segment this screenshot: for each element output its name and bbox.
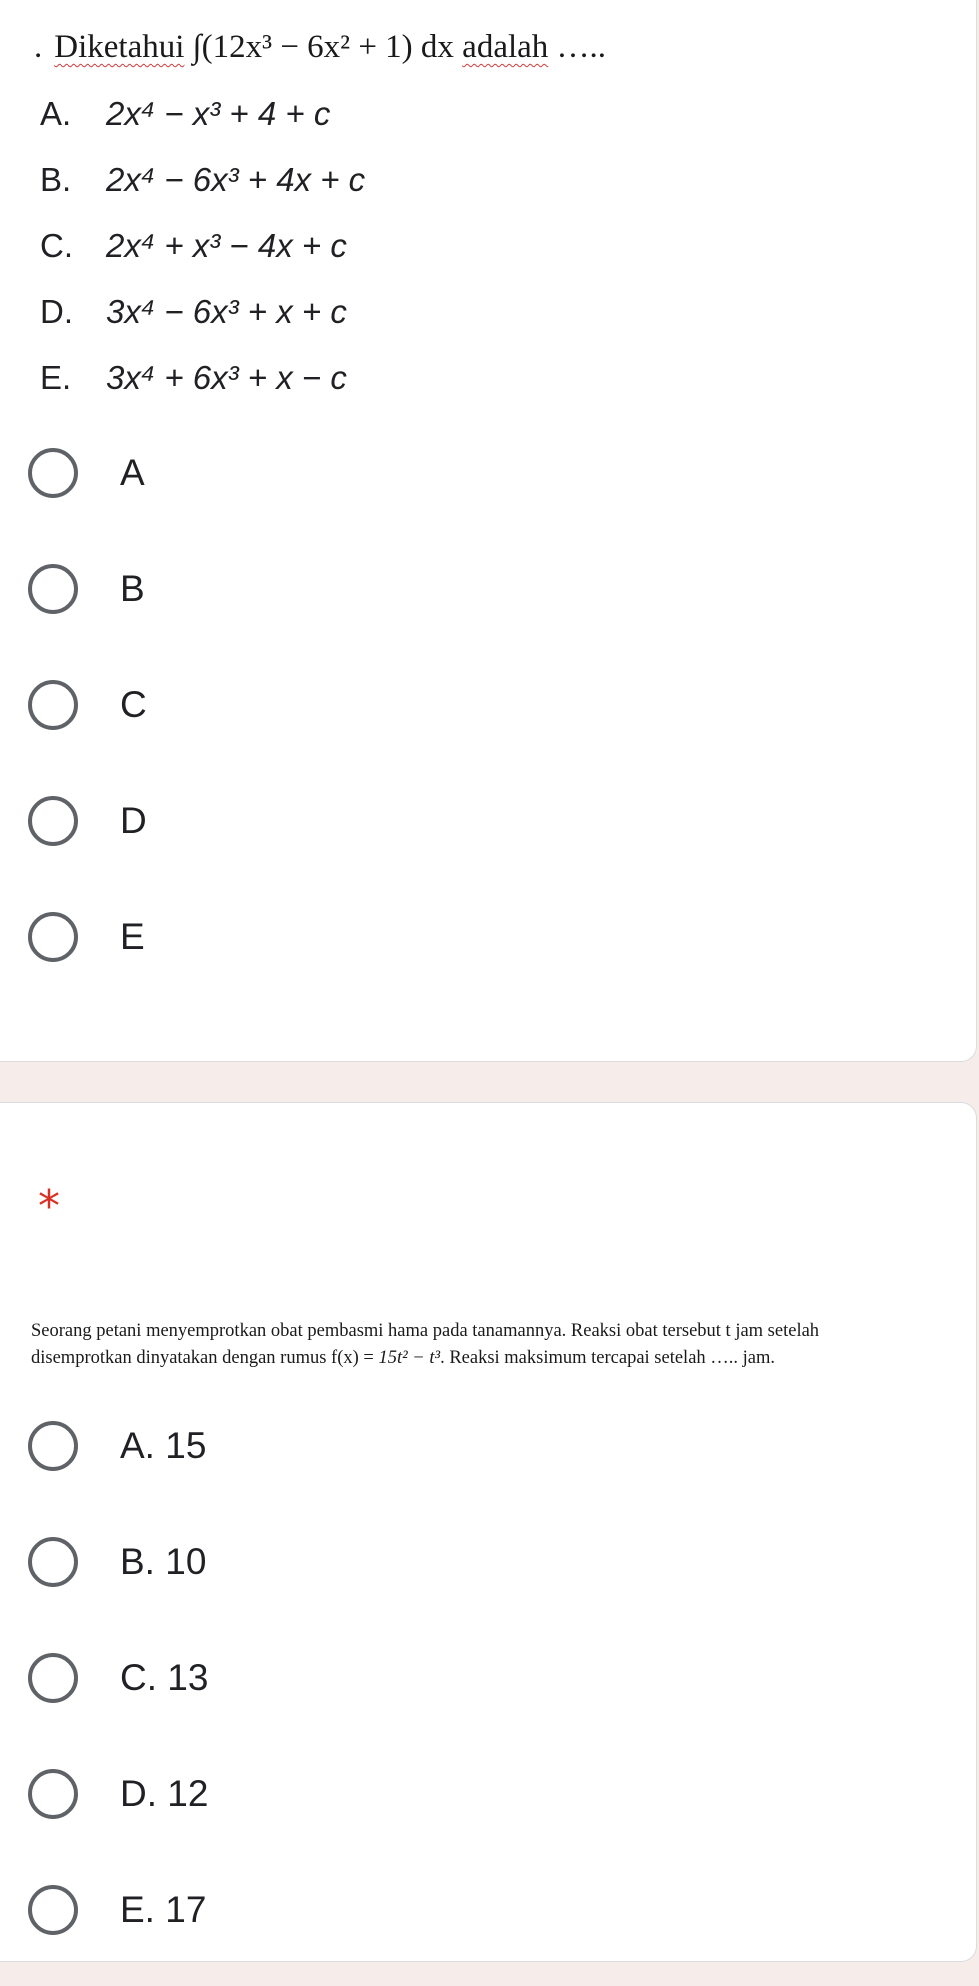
radio-option-15[interactable] — [28, 1416, 206, 1476]
radio-label: A — [120, 452, 145, 493]
radio-label: E — [120, 916, 145, 957]
radio-label: B. 10 — [120, 1541, 207, 1582]
radio-circle-icon[interactable] — [28, 796, 78, 846]
choice-expr: 3x⁴ + 6x³ + x − c — [106, 359, 347, 396]
question-2-line-2-start: disemprotkan dinyatakan dengan rumus f(x) = — [31, 1348, 374, 1368]
choice-c-text — [40, 227, 347, 265]
radio-circle-icon[interactable] — [28, 1537, 78, 1587]
choice-expr: 3x⁴ − 6x³ + x + c — [106, 293, 347, 330]
radio-circle-icon[interactable] — [28, 1653, 78, 1703]
radio-option-12[interactable] — [28, 1764, 208, 1824]
radio-option-e[interactable] — [28, 907, 145, 967]
choice-expr: 2x⁴ + x³ − 4x + c — [106, 227, 347, 264]
required-asterisk: * — [38, 1181, 60, 1232]
question-2-formula: 15t² − t³ — [378, 1348, 441, 1368]
radio-option-13[interactable] — [28, 1648, 208, 1708]
radio-circle-icon[interactable] — [28, 1885, 78, 1935]
question-1-stem — [34, 25, 606, 69]
question-1-ellipsis: ….. — [556, 29, 607, 65]
radio-circle-icon[interactable] — [28, 564, 78, 614]
choice-expr: 2x⁴ − 6x³ + 4x + c — [106, 161, 366, 198]
radio-option-c[interactable] — [28, 675, 147, 735]
radio-label: A. 15 — [120, 1425, 207, 1466]
question-1-lead-word: Diketahui — [54, 29, 185, 65]
question-1-image — [34, 25, 606, 69]
question-2-text — [31, 1318, 931, 1372]
choice-d-text — [40, 293, 347, 331]
radio-label: D — [120, 800, 147, 841]
choice-letter: B. — [40, 161, 72, 198]
choice-letter: E. — [40, 359, 72, 396]
question-2-line-1: Seorang petani menyemprotkan obat pembasmi hama pada tanamannya. Reaksi obat tersebut t jam setelah — [31, 1321, 820, 1341]
choice-letter: A. — [40, 95, 72, 132]
radio-label: E. 17 — [120, 1889, 207, 1930]
radio-label: B — [120, 568, 145, 609]
radio-label: C. 13 — [120, 1657, 209, 1698]
choice-letter: C. — [40, 227, 73, 264]
radio-circle-icon[interactable] — [28, 912, 78, 962]
choice-letter: D. — [40, 293, 73, 330]
radio-circle-icon[interactable] — [28, 680, 78, 730]
question-1-dot: . — [34, 29, 43, 65]
radio-option-17[interactable] — [28, 1880, 206, 1940]
question-card-2 — [0, 1102, 977, 1962]
radio-label: C — [120, 684, 147, 725]
question-1-integral: ∫(12x³ − 6x² + 1) dx — [192, 29, 454, 65]
radio-option-10[interactable] — [28, 1532, 206, 1592]
question-2-line-2 — [31, 1345, 931, 1372]
choice-e-text — [40, 359, 347, 397]
radio-option-d[interactable] — [28, 791, 147, 851]
radio-option-b[interactable] — [28, 559, 145, 619]
radio-option-a[interactable] — [28, 443, 145, 503]
question-1-tail-word: adalah — [462, 29, 549, 65]
radio-label: D. 12 — [120, 1773, 209, 1814]
radio-circle-icon[interactable] — [28, 1421, 78, 1471]
choice-expr: 2x⁴ − x³ + 4 + c — [106, 95, 331, 132]
radio-circle-icon[interactable] — [28, 448, 78, 498]
choice-a-text — [40, 95, 330, 133]
choice-b-text — [40, 161, 365, 199]
radio-circle-icon[interactable] — [28, 1769, 78, 1819]
question-2-line-2-end: . Reaksi maksimum tercapai setelah ….. jam. — [440, 1348, 776, 1368]
